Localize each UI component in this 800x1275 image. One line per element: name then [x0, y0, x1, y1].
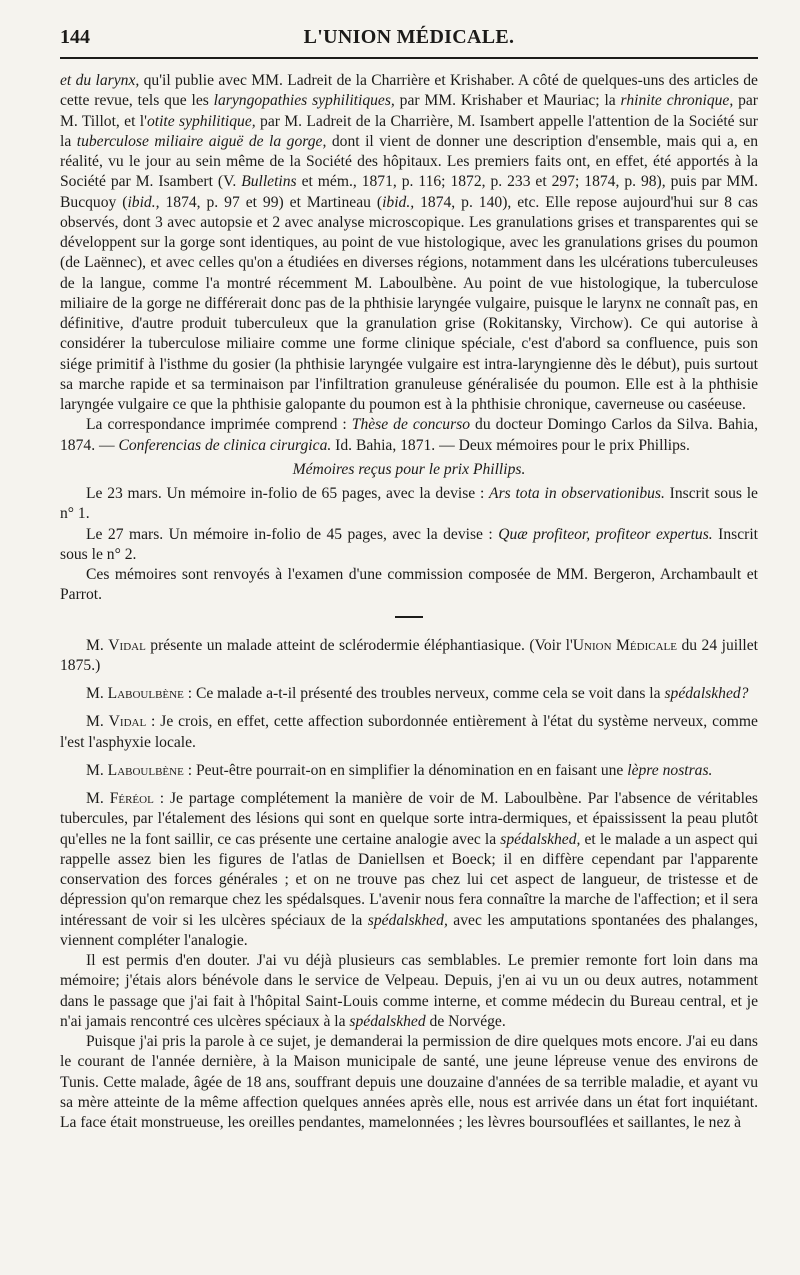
paragraph-fereol — [60, 789, 758, 951]
journal-reference: Union Médicale — [572, 636, 677, 654]
speaker-name: Laboulbène — [107, 761, 184, 779]
italic-term: spédalskhed, — [500, 830, 581, 848]
text-run: du docteur Domingo Carlos da Silva. Bahia, 1874. — — [60, 416, 758, 454]
speaker-name: Vidal — [108, 636, 146, 654]
paragraph-correspondance — [60, 415, 758, 456]
paragraph-memoire-2 — [60, 525, 758, 566]
italic-term: spédalskhed, — [367, 911, 448, 929]
italic-term: et du larynx, — [60, 72, 140, 89]
paragraph-vidal-answer — [60, 712, 758, 753]
paragraph-commission: Ces mémoires sont renvoyés à l'examen d'une commission composée de MM. Bergeron, Archambault et Parrot. — [60, 566, 758, 604]
journal-title: L'UNION MÉDICALE. — [303, 26, 515, 48]
text-run: M. — [86, 685, 108, 702]
speaker-name: Vidal — [108, 713, 147, 731]
text-run: Le 23 mars. Un mémoire in-folio de 65 pages, avec la devise : — [86, 485, 490, 502]
paragraph-lepreuse: Puisque j'ai pris la parole à ce sujet, je demanderai la permission de dire quelques mots encore. J'ai eu dans le courant de l'année dernière, à la Maison municipale de santé, une jeune lépreuse venue des environs de Tunis. Cette malade, âgée de 18 ans, souffrant depuis une douzaine d'années de sa terrible maladie, et ayant vu sa mère atteinte de la même affection quelques années après elle, nous est arrivée dans un état fort inquiétant. La face était monstrueuse, les oreilles pendantes, mamelonnées ; les lèvres boursouflées et saillantes, le nez à — [60, 1033, 758, 1131]
text-run: avec les amputations spontanées des phalanges, viennent compléter l'analogie. — [60, 911, 758, 949]
speaker-name: Féréol — [109, 790, 154, 807]
paragraph-laboulbene-question — [60, 684, 758, 704]
text-run: M. — [86, 761, 108, 779]
speaker-name: Laboulbène — [107, 685, 184, 702]
text-run: par M. Ladreit de la Charrière, M. Isambert appelle l'attention de la Société sur la — [60, 112, 758, 150]
header-rule — [60, 57, 758, 59]
paragraph-memoire-1 — [60, 484, 758, 525]
paragraph-laboulbene-suggestion — [60, 761, 758, 781]
italic-term: Thèse de concurso — [351, 416, 471, 434]
text-run: : Ce malade a-t-il présenté des troubles nerveux, comme cela se voit dans la — [183, 685, 665, 702]
text-run: : Je partage complétement la manière de voir de M. Laboulbène. Par l'absence de véritables tubercules, par l'étalement des lésions qui sont en quelque sorte intra-dermiques, et épaississent la peau plutôt qu'elles ne la font saillir, ce cas présente une certaine analogie avec la — [60, 790, 758, 848]
text-run: Id. Bahia, 1871. — Deux mémoires pour le prix Phillips. — [331, 436, 690, 454]
text-run: 1874, p. 97 et 99) et Martineau ( — [159, 193, 383, 211]
italic-term: ibid., — [127, 193, 160, 211]
italic-term: Ars tota in observationibus. — [489, 485, 665, 502]
italic-term: rhinite chronique, — [620, 92, 734, 110]
italic-term: laryngopathies syphilitiques, — [213, 92, 395, 110]
text-run: et le malade a un aspect qui rappelle assez bien les figures de l'atlas de Daniellsen et Boeck; il en diffère cependant par l'apparente conservation des forces générales ; et on ne trouve pas chez lui cet aspect de langueur, de tristesse et de dépression qu'on remarque chez les spédalsques. L'avenir nous fera connaître la marche de l'affection; et il sera intéressant de voir si les ulcères spéciaux de la — [60, 830, 758, 929]
text-run: et mém., 1871, p. 116; 1872, p. 233 et 297; 1874, p. 98), puis par MM. Bucquoy ( — [60, 173, 758, 211]
text-run: 1874, p. 140), etc. Elle repose aujourd'hui sur 8 cas observés, dont 3 avec autopsie et 2 avec analyse microscopique. Les granulations grises et transparentes qui se développent sur la gorge sont identiques, au point de vue histologique, avec les granulations grises du poumon (de Laënnec), et avec celles qu'on a étudiées en diverses régions, notamment dans les ulcérations tuberculeuses de la langue, comme l'a montré récemment M. Laboulbène. Au point de vue histologique, la tuberculose miliaire de la gorge ne différerait donc pas de la phthisie laryngée vulgaire, puisque le larynx ne connaît pas, en définitive, d'autre produit tuberculeux que la granulation grise (Rokitansky, Virchow). Ce qui autorise à considérer la tuberculose miliaire comme une forme clinique spéciale, c'est d'abord sa confluence, puis son siége primitif à l'isthme du gosier (la phthisie laryngée vulgaire est intra-laryngienne dès le début), puis surtout sa marche rapide et sa terminaison par l'infiltration granuleuse généralisée du poumon. Elle est à la phthisie laryngée vulgaire ce que la phthisie galopante du poumon est à la phthisie chronique, caverneuse ou caséeuse. — [60, 193, 758, 413]
text-run: Inscrit sous le n° 2. — [60, 525, 758, 563]
italic-term: ibid., — [382, 193, 415, 211]
text-run: Il est permis d'en douter. J'ai vu déjà plusieurs cas semblables. Le premier remonte fort loin dans ma mémoire; j'étais alors bénévole dans le service de Velpeau. Depuis, j'en ai vu un ou deux autres, notamment dans le passage que j'ai fait à l'hôpital Saint-Louis comme interne, et comme médecin du Bureau central, et je n'ai jamais rencontré ces ulcères spéciaux à la — [60, 952, 758, 1030]
text-run: du 24 juillet 1875.) — [60, 636, 758, 674]
text-run: qu'il publie avec MM. Ladreit de la Charrière et Krishaber. A côté de quelques-uns des articles de cette revue, tels que les — [60, 72, 758, 110]
text-run: M. — [86, 636, 109, 654]
memoires-heading — [60, 460, 758, 480]
italic-term: Quæ profiteor, profiteor expertus. — [498, 525, 713, 543]
text-run: par M. Tillot, et l' — [60, 92, 759, 130]
page-number: 144 — [60, 26, 90, 48]
italic-term: tuberculose miliaire aiguë de la gorge, — [76, 132, 327, 150]
italic-term: lèpre nostras. — [627, 761, 713, 779]
body-text — [60, 71, 758, 1133]
italic-term: spédalskhed? — [664, 685, 749, 702]
italic-term: Conferencias de clinica cirurgica. — [118, 436, 332, 454]
text-run: dont il vient de donner une description d'ensemble, mais qui a, en réalité, vu le jour au sein même de la Société des hôpitaux. Les premiers faits ont, en effet, été apportés à la Société par M. Isambert (V. — [60, 132, 758, 191]
text-run: par MM. Krishaber et Mauriac; la — [394, 92, 621, 110]
text-run: : Je crois, en effet, cette affection subordonnée entièrement à l'état du système nerveux, comme l'est l'asphyxie locale. — [60, 713, 758, 751]
text-run: Le 27 mars. Un mémoire in-folio de 45 pages, avec la devise : — [86, 525, 499, 543]
section-separator — [395, 616, 423, 618]
paragraph-vidal-presentation — [60, 636, 758, 677]
text-run: présente un malade atteint de sclérodermie éléphantiasique. (Voir l' — [145, 636, 573, 654]
text-run: La correspondance imprimée comprend : — [86, 416, 352, 434]
italic-term: Bulletins — [241, 173, 297, 191]
text-run: : Peut-être pourrait-on en simplifier la dénomination en en faisant une — [183, 761, 628, 779]
italic-term: otite syphilitique, — [146, 112, 256, 130]
text-run: M. — [86, 713, 109, 731]
heading-text: Mémoires reçus pour le prix Phillips. — [292, 460, 526, 478]
text-run: Inscrit sous le n° 1. — [60, 485, 758, 523]
text-run: de Norvége. — [425, 1012, 506, 1030]
paragraph-isambert — [60, 71, 758, 415]
paragraph-douter — [60, 951, 758, 1032]
text-run: M. — [86, 790, 110, 807]
italic-term: spédalskhed — [349, 1012, 426, 1030]
running-header — [60, 26, 758, 57]
